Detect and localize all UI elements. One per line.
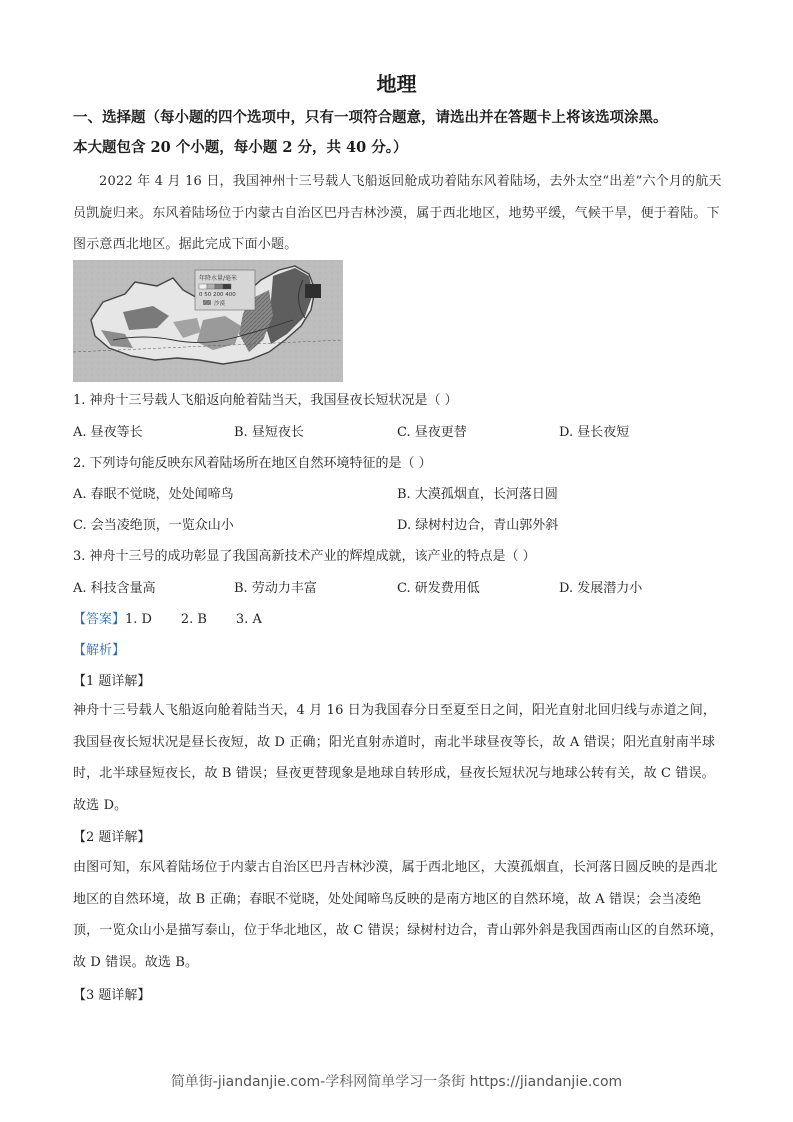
q1-option-d: D. 昼长夜短 [559,425,630,440]
answer-text: 1. D 2. B 3. A [125,612,262,627]
detail-3-heading: 【3 题详解】 [73,988,151,1003]
map-legend-title: 年降水量/毫米 [199,275,238,282]
q2-option-c: C. 会当凌绝顶，一览众山小 [73,518,234,533]
q1-option-c: C. 昼夜更替 [397,425,467,440]
answer-line [73,608,262,627]
q3-option-b: B. 劳动力丰富 [234,581,317,596]
q2-option-a: A. 春眠不觉晓，处处闻啼鸟 [73,487,234,502]
detail-2-body: 由图可知，东风着陆场位于内蒙古自治区巴丹吉林沙漠，属于西北地区，大漠孤烟直，长河落日圆反映的是西北地区的自然环境，故 B 正确；春眠不觉晓，处处闻啼鸟反映的是南方地区的自然环境，故 A 错误；会当凌绝顶，一览众山小是描写泰山，位于华北地区，故 C 错误；绿树村边合，青山郭外斜是我国西南山区的自然环境，故 D 错误。故选 B。 [73,860,723,970]
question-3-stem: 3. 神舟十三号的成功彰显了我国高新技术产业的辉煌成就，该产业的特点是（ ） [73,549,536,564]
page-title: 地理 [376,72,417,96]
analysis-tag: 【解析】 [73,643,126,658]
question-1-stem: 1. 神舟十三号载人飞船返向舱着陆当天，我国昼夜长短状况是（ ） [73,393,458,408]
page-footer: 简单街-jiandanjie.com-学科网简单学习一条街 https://jiandanjie.com [170,1074,623,1090]
section-heading-line1: 一、选择题（每小题的四个选项中，只有一项符合题意，请选出并在答题卡上将该选项涂黑。 [73,109,668,126]
map-legend-desert: 沙漠 [214,301,226,307]
question-2-stem: 2. 下列诗句能反映东风着陆场所在地区自然环境特征的是（ ） [73,456,432,471]
q2-option-b: B. 大漠孤烟直，长河落日圆 [397,487,558,502]
q3-option-a: A. 科技含量高 [73,581,156,596]
q3-option-c: C. 研发费用低 [397,581,480,596]
section-heading-line2: 本大题包含 20 个小题，每小题 2 分，共 40 分。） [73,139,408,156]
q2-option-d: D. 绿树村边合，青山郭外斜 [397,518,559,533]
detail-1-body: 神舟十三号载人飞船返向舱着陆当天，4 月 16 日为我国春分日至夏至日之间，阳光直射北回归线与赤道之间，我国昼夜长短状况是昼长夜短，故 D 正确；阳光直射赤道时，南北半球昼夜等长，故 A 错误；阳光直射南半球时，北半球昼短夜长，故 B 错误；昼夜更替现象是地球自转形成，昼夜长短状况与地球公转有关，故 C 错误。故选 D。 [73,703,717,813]
intro-paragraph: 2022 年 4 月 16 日，我国神州十三号载人飞船返回舱成功着陆东风着陆场，去外太空“出差”六个月的航天员凯旋归来。东风着陆场位于内蒙古自治区巴丹吉林沙漠，属于西北地区，地势平缓，气候干旱，便于着陆。下图示意西北地区。据此完成下面小题。 [73,174,722,252]
northwest-china-map [73,260,343,382]
detail-1-heading: 【1 题详解】 [73,674,151,689]
answer-tag: 【答案】 [73,612,126,627]
q1-option-a: A. 昼夜等长 [73,425,143,440]
map-legend-scale: 0 50 200 400 [199,292,236,298]
detail-2-heading: 【2 题详解】 [73,830,151,845]
q1-option-b: B. 昼短夜长 [234,425,304,440]
q3-option-d: D. 发展潜力小 [559,581,643,596]
